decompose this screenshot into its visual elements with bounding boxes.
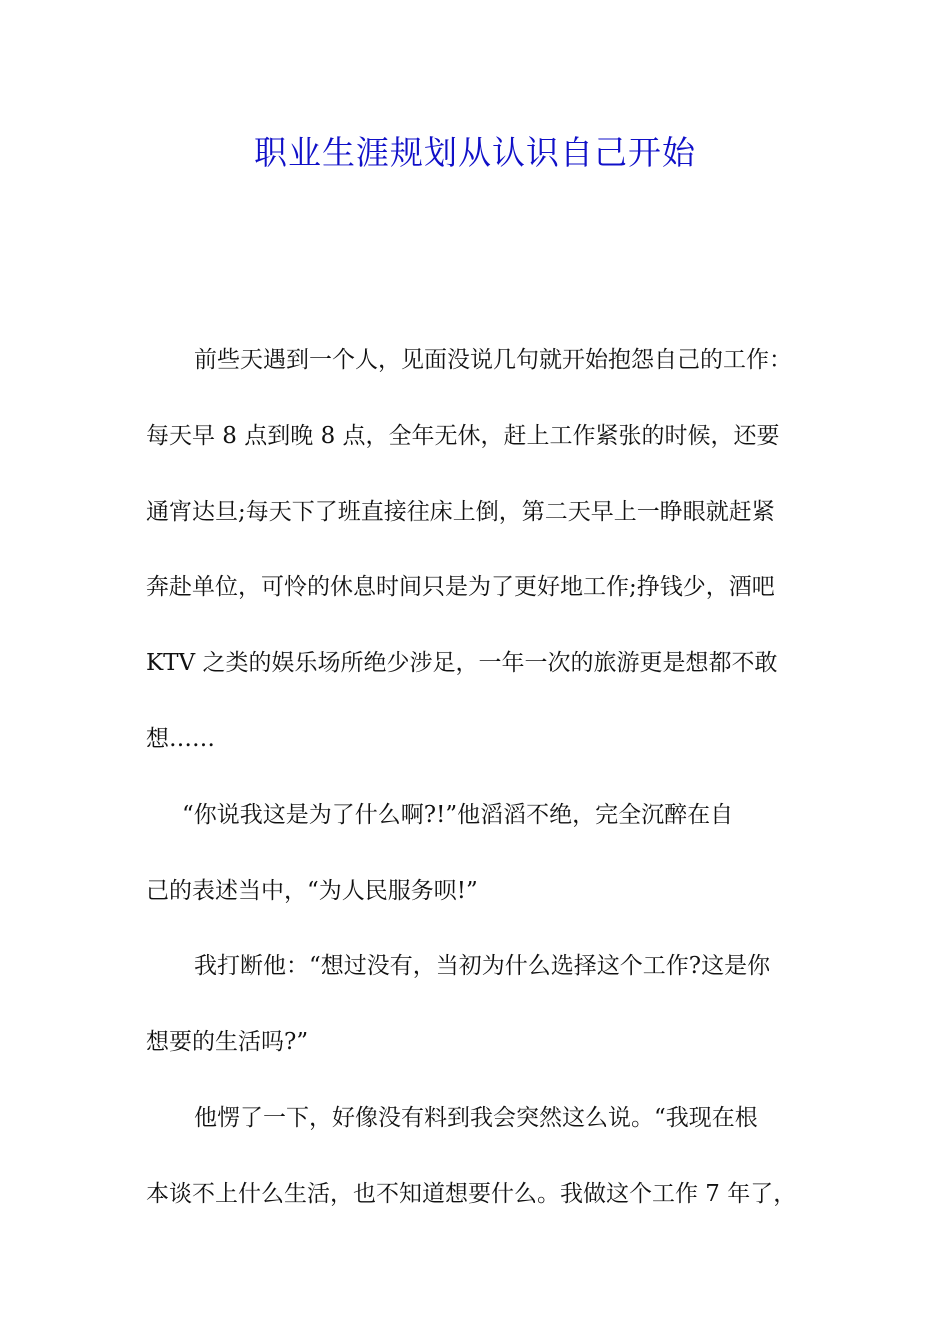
- paragraph-line: KTV 之类的娱乐场所绝少涉足，一年一次的旅游更是想都不敢: [146, 650, 778, 677]
- paragraph-line: 我打断他：“想过没有，当初为什么选择这个工作?这是你: [194, 953, 771, 980]
- paragraph-line: 想……: [146, 725, 215, 752]
- paragraph-line: 通宵达旦;每天下了班直接往床上倒，第二天早上一睁眼就赶紧: [146, 498, 775, 525]
- paragraph-line: “你说我这是为了什么啊?!”他滔滔不绝，完全沉醉在自: [182, 801, 734, 828]
- paragraph-line: 奔赴单位，可怜的休息时间只是为了更好地工作;挣钱少，酒吧: [146, 574, 775, 601]
- paragraph-line: 想要的生活吗?”: [146, 1029, 309, 1056]
- paragraph-line: 前些天遇到一个人，见面没说几句就开始抱怨自己的工作：: [194, 347, 792, 373]
- document-body: [146, 338, 816, 1248]
- paragraph-line: 本谈不上什么生活，也不知道想要什么。我做这个工作 7 年了，: [146, 1180, 797, 1207]
- paragraph-line: 己的表述当中，“为人民服务呗!”: [146, 877, 478, 904]
- paragraph-line: 他愣了一下，好像没有料到我会突然这么说。“我现在根: [194, 1104, 758, 1131]
- document-title: 职业生涯规划从认识自己开始: [254, 133, 696, 172]
- paragraph-line: 每天早 8 点到晚 8 点，全年无休，赶上工作紧张的时候，还要: [146, 422, 780, 449]
